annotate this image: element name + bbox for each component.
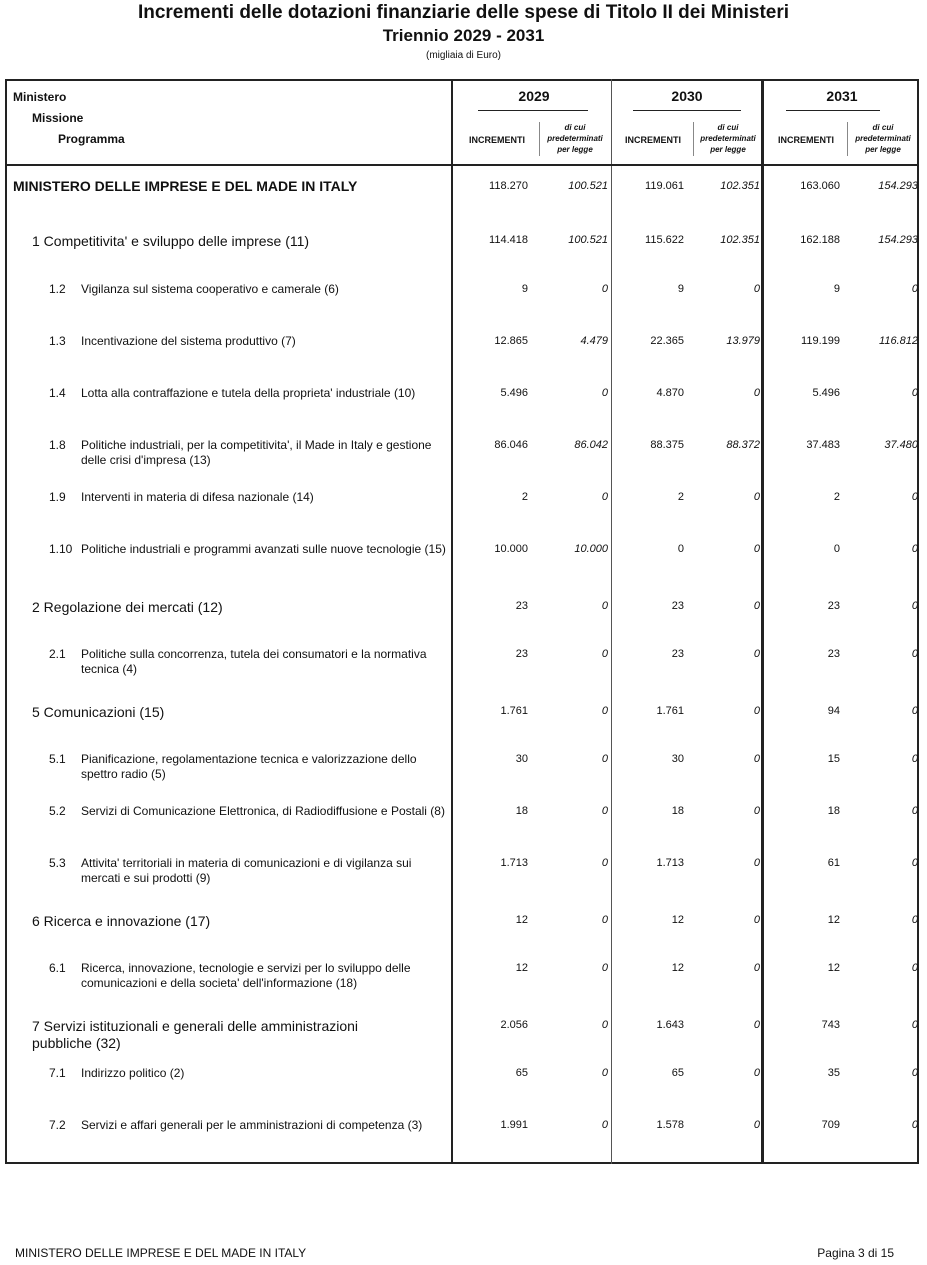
value-cell: 5.496 — [500, 387, 528, 399]
value-cell: 88.372 — [726, 439, 760, 451]
value-cell: 2 — [833, 491, 840, 503]
program-number: 1.9 — [49, 490, 66, 504]
value-cell: 12 — [671, 914, 684, 926]
program-number: 1.3 — [49, 334, 66, 348]
value-cell: 2 — [521, 491, 528, 503]
value-cell: 15 — [827, 753, 840, 765]
program-row-label: Servizi di Comunicazione Elettronica, di Radiodiffusione e Postali (8) — [81, 804, 445, 818]
program-number: 5.2 — [49, 804, 66, 818]
year-underline — [786, 110, 880, 111]
header-incrementi-2029: INCREMENTI — [469, 135, 525, 145]
value-cell: 18 — [671, 805, 684, 817]
program-row-label: Politiche sulla concorrenza, tutela dei consumatori e la normativa tecnica (4) — [81, 647, 427, 676]
value-cell: 0 — [601, 962, 608, 974]
program-row-label: Lotta alla contraffazione e tutela della proprieta' industriale (10) — [81, 386, 416, 400]
program-row-label: Politiche industriali, per la competitivita', il Made in Italy e gestione delle crisi d'impresa (13) — [81, 438, 432, 467]
value-cell: 0 — [753, 914, 760, 926]
value-cell: 100.521 — [568, 234, 608, 246]
program-row-label: Politiche industriali e programmi avanzati sulle nuove tecnologie (15) — [81, 542, 446, 556]
footer-page-number: Pagina 3 di 15 — [817, 1246, 894, 1260]
value-cell: 0 — [753, 805, 760, 817]
program-number: 1.4 — [49, 386, 66, 400]
value-cell: 0 — [753, 1119, 760, 1131]
value-cell: 1.713 — [656, 857, 684, 869]
program-row-label: Pianificazione, regolamentazione tecnica e valorizzazione dello spettro radio (5) — [81, 752, 417, 781]
value-cell: 0 — [601, 648, 608, 660]
value-cell: 0 — [911, 1067, 918, 1079]
value-cell: 12 — [671, 962, 684, 974]
value-cell: 709 — [821, 1119, 840, 1131]
value-cell: 0 — [753, 600, 760, 612]
value-cell: 1.643 — [656, 1019, 684, 1031]
value-cell: 12 — [515, 962, 528, 974]
value-cell: 88.375 — [650, 439, 684, 451]
value-cell: 12 — [827, 962, 840, 974]
value-cell: 0 — [911, 753, 918, 765]
value-cell: 0 — [911, 600, 918, 612]
value-cell: 1.713 — [500, 857, 528, 869]
program-number: 6.1 — [49, 961, 66, 975]
value-cell: 0 — [911, 962, 918, 974]
value-cell: 115.622 — [645, 234, 684, 246]
value-cell: 0 — [753, 753, 760, 765]
value-cell: 102.351 — [720, 180, 760, 192]
value-cell: 100.521 — [568, 180, 608, 192]
value-cell: 18 — [515, 805, 528, 817]
value-cell: 0 — [677, 543, 684, 555]
value-cell: 86.046 — [494, 439, 528, 451]
value-cell: 2.056 — [500, 1019, 528, 1031]
value-cell: 10.000 — [574, 543, 608, 555]
value-cell: 162.188 — [800, 234, 840, 246]
header-dicui-2030: di cui predeterminati per legge — [700, 123, 756, 154]
value-cell: 154.293 — [878, 234, 918, 246]
value-cell: 0 — [601, 857, 608, 869]
value-cell: 12 — [827, 914, 840, 926]
program-row-label: Servizi e affari generali per le amministrazioni di competenza (3) — [81, 1118, 423, 1132]
mission-row-label: 2 Regolazione dei mercati (12) — [32, 599, 223, 615]
value-cell: 65 — [671, 1067, 684, 1079]
mission-row-label: 7 Servizi istituzionali e generali delle amministrazioni pubbliche (32) — [32, 1018, 359, 1051]
header-incrementi-2030: INCREMENTI — [625, 135, 681, 145]
column-divider — [451, 79, 453, 1164]
value-cell: 0 — [601, 705, 608, 717]
program-number: 7.1 — [49, 1066, 66, 1080]
program-row-label: Incentivazione del sistema produttivo (7) — [81, 334, 296, 348]
value-cell: 0 — [911, 543, 918, 555]
page-title: Incrementi delle dotazioni finanziarie delle spese di Titolo II dei Ministeri — [137, 2, 790, 23]
value-cell: 35 — [827, 1067, 840, 1079]
program-number: 1.8 — [49, 438, 66, 452]
program-number: 5.3 — [49, 856, 66, 870]
program-number: 1.2 — [49, 282, 66, 296]
value-cell: 30 — [671, 753, 684, 765]
value-cell: 12.865 — [494, 335, 528, 347]
page-subtitle: Triennio 2029 - 2031 — [382, 26, 545, 45]
value-cell: 119.199 — [801, 335, 840, 347]
value-cell: 0 — [601, 600, 608, 612]
value-cell: 12 — [515, 914, 528, 926]
column-divider — [761, 79, 764, 1164]
ministry-row-label: MINISTERO DELLE IMPRESE E DEL MADE IN ITALY — [13, 178, 358, 194]
mission-row-label: 5 Comunicazioni (15) — [32, 704, 165, 720]
value-cell: 116.812 — [879, 335, 918, 347]
program-row-label: Attivita' territoriali in materia di comunicazioni e di vigilanza sui mercati e sui prodotti (9) — [81, 856, 412, 885]
program-row-label: Indirizzo politico (2) — [81, 1066, 185, 1080]
value-cell: 4.870 — [656, 387, 684, 399]
value-cell: 18 — [827, 805, 840, 817]
value-cell: 9 — [833, 283, 840, 295]
value-cell: 0 — [601, 387, 608, 399]
value-cell: 0 — [753, 543, 760, 555]
value-cell: 743 — [821, 1019, 840, 1031]
value-cell: 23 — [515, 600, 528, 612]
value-cell: 0 — [911, 1119, 918, 1131]
value-cell: 0 — [911, 387, 918, 399]
header-programma: Programma — [58, 132, 125, 146]
header-incrementi-2031: INCREMENTI — [778, 135, 834, 145]
year-underline — [633, 110, 741, 111]
value-cell: 94 — [827, 705, 840, 717]
value-cell: 0 — [753, 1019, 760, 1031]
value-cell: 2 — [677, 491, 684, 503]
header-dicui-2029: di cui predeterminati per legge — [547, 123, 603, 154]
year-2029: 2029 — [518, 88, 550, 104]
value-cell: 0 — [601, 491, 608, 503]
value-cell: 4.479 — [580, 335, 608, 347]
value-cell: 86.042 — [574, 439, 608, 451]
value-cell: 0 — [601, 805, 608, 817]
value-cell: 23 — [515, 648, 528, 660]
program-number: 1.10 — [49, 542, 73, 556]
mission-row-label: 6 Ricerca e innovazione (17) — [32, 913, 211, 929]
footer-ministry: MINISTERO DELLE IMPRESE E DEL MADE IN ITALY — [15, 1246, 307, 1260]
value-cell: 30 — [515, 753, 528, 765]
mission-row-label: 1 Competitivita' e sviluppo delle imprese (11) — [32, 233, 310, 249]
value-cell: 0 — [753, 1067, 760, 1079]
value-cell: 23 — [671, 648, 684, 660]
value-cell: 0 — [911, 283, 918, 295]
value-cell: 0 — [911, 857, 918, 869]
value-cell: 23 — [827, 648, 840, 660]
value-cell: 10.000 — [494, 543, 528, 555]
value-cell: 0 — [753, 857, 760, 869]
value-cell: 0 — [601, 283, 608, 295]
year-underline — [478, 110, 588, 111]
header-dicui-2031: di cui predeterminati per legge — [855, 123, 911, 154]
value-cell: 0 — [601, 914, 608, 926]
value-cell: 102.351 — [720, 234, 760, 246]
value-cell: 154.293 — [878, 180, 918, 192]
column-divider — [611, 79, 612, 1164]
value-cell: 65 — [515, 1067, 528, 1079]
program-row-label: Vigilanza sul sistema cooperativo e camerale (6) — [81, 282, 339, 296]
value-cell: 0 — [753, 491, 760, 503]
header-missione: Missione — [32, 111, 84, 125]
value-cell: 13.979 — [726, 335, 760, 347]
value-cell: 118.270 — [489, 180, 528, 192]
value-cell: 0 — [833, 543, 840, 555]
value-cell: 0 — [601, 753, 608, 765]
value-cell: 1.761 — [656, 705, 684, 717]
program-number: 2.1 — [49, 647, 66, 661]
value-cell: 1.991 — [500, 1119, 528, 1131]
year-2031: 2031 — [826, 88, 858, 104]
value-cell: 0 — [911, 914, 918, 926]
program-number: 5.1 — [49, 752, 66, 766]
value-cell: 0 — [911, 705, 918, 717]
unit-note: (migliaia di Euro) — [425, 50, 502, 61]
value-cell: 0 — [753, 962, 760, 974]
value-cell: 163.060 — [800, 180, 840, 192]
value-cell: 1.761 — [500, 705, 528, 717]
value-cell: 0 — [753, 283, 760, 295]
value-cell: 0 — [753, 648, 760, 660]
program-row-label: Interventi in materia di difesa nazionale (14) — [81, 490, 314, 504]
year-2030: 2030 — [671, 88, 703, 104]
program-number: 7.2 — [49, 1118, 66, 1132]
value-cell: 0 — [911, 491, 918, 503]
header-divider — [5, 164, 919, 166]
header-ministero: Ministero — [13, 90, 67, 104]
value-cell: 0 — [911, 1019, 918, 1031]
value-cell: 114.418 — [489, 234, 528, 246]
value-cell: 22.365 — [650, 335, 684, 347]
value-cell: 9 — [521, 283, 528, 295]
value-cell: 61 — [827, 857, 840, 869]
value-cell: 37.480 — [884, 439, 918, 451]
value-cell: 0 — [753, 705, 760, 717]
value-cell: 0 — [601, 1119, 608, 1131]
value-cell: 23 — [827, 600, 840, 612]
value-cell: 0 — [911, 805, 918, 817]
value-cell: 23 — [671, 600, 684, 612]
program-row-label: Ricerca, innovazione, tecnologie e servizi per lo sviluppo delle comunicazioni e della societa' dell'informazione (18) — [81, 961, 411, 990]
value-cell: 9 — [677, 283, 684, 295]
value-cell: 5.496 — [812, 387, 840, 399]
value-cell: 0 — [911, 648, 918, 660]
value-cell: 37.483 — [806, 439, 840, 451]
value-cell: 119.061 — [645, 180, 684, 192]
value-cell: 0 — [601, 1067, 608, 1079]
value-cell: 0 — [753, 387, 760, 399]
value-cell: 0 — [601, 1019, 608, 1031]
value-cell: 1.578 — [656, 1119, 684, 1131]
